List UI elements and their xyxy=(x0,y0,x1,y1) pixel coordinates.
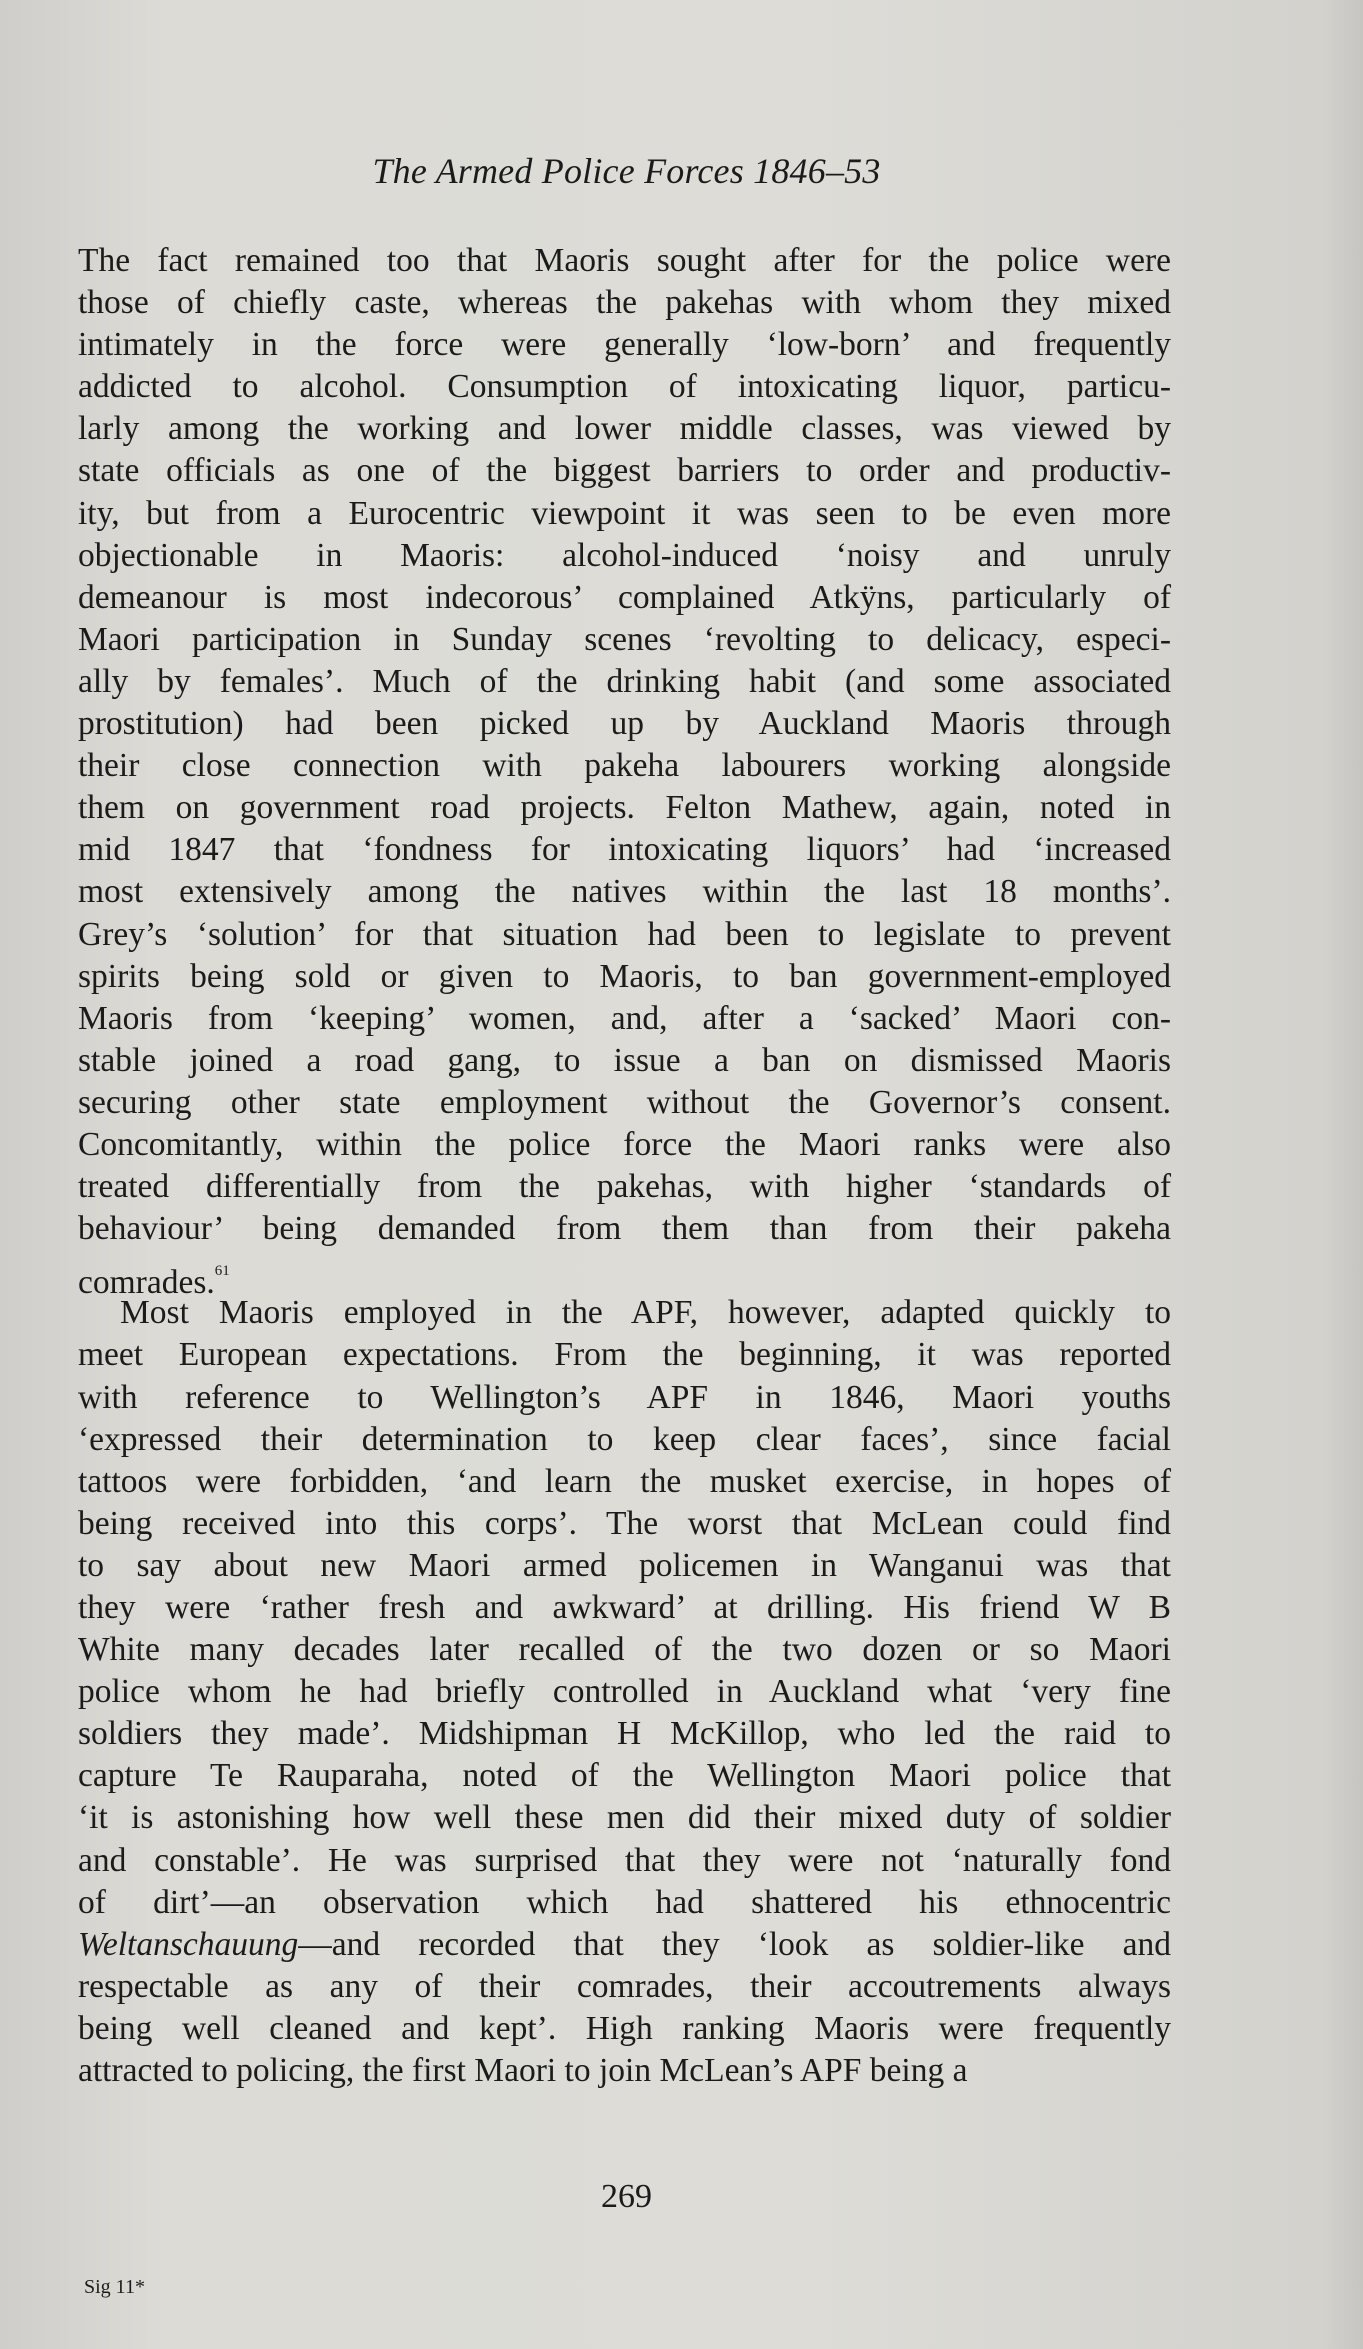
text-line: Most Maoris employed in the APF, however, adapted quickly to xyxy=(120,1294,1171,1332)
text-line: behaviour’ being demanded from them than from their pakeha xyxy=(78,1210,1171,1248)
text-line: soldiers they made’. Midshipman H McKillop, who led the raid to xyxy=(78,1715,1171,1753)
text-line: ‘it is astonishing how well these men did their mixed duty of soldier xyxy=(78,1799,1171,1837)
footnote-reference[interactable]: 61 xyxy=(214,1263,230,1280)
text-line: spirits being sold or given to Maoris, to ban government-employed xyxy=(78,957,1171,995)
text-line: stable joined a road gang, to issue a ban on dismissed Maoris xyxy=(78,1041,1171,1079)
text-line: capture Te Rauparaha, noted of the Wellington Maori police that xyxy=(78,1757,1171,1795)
text-line: those of chiefly caste, whereas the pakehas with whom they mixed xyxy=(78,284,1171,322)
text-line: Maori participation in Sunday scenes ‘revolting to delicacy, especi- xyxy=(78,620,1171,658)
text-line: comrades.$^{61}$ xyxy=(78,1263,230,1302)
text-line: addicted to alcohol. Consumption of intoxicating liquor, particu- xyxy=(78,368,1171,406)
text-line: objectionable in Maoris: alcohol-induced ‘noisy and unruly xyxy=(78,536,1171,574)
text-line: ity, but from a Eurocentric viewpoint it was seen to be even more xyxy=(78,494,1171,532)
paragraph xyxy=(78,1292,1171,2092)
text-line: with reference to Wellington’s APF in 1846, Maori youths xyxy=(78,1378,1171,1416)
text-line: and constable’. He was surprised that they were not ‘naturally fond xyxy=(78,1841,1171,1879)
text-line: being well cleaned and kept’. High ranking Maoris were frequently xyxy=(78,2009,1171,2047)
text-line: treated differentially from the pakehas, with higher ‘standards of xyxy=(78,1168,1171,1206)
text-line: demeanour is most indecorous’ complained Atkÿns, particularly of xyxy=(78,578,1171,616)
text-line: they were ‘rather fresh and awkward’ at drilling. His friend W B xyxy=(78,1589,1171,1626)
text-line: tattoos were forbidden, ‘and learn the musket exercise, in hopes of xyxy=(78,1462,1171,1500)
text-line: larly among the working and lower middle classes, was viewed by xyxy=(78,410,1171,448)
text-line: to say about new Maori armed policemen in Wanganui was that xyxy=(78,1546,1171,1584)
running-head: The Armed Police Forces 1846–53 xyxy=(372,151,881,191)
text-line: ally by females’. Much of the drinking habit (and some associated xyxy=(78,662,1171,700)
page-number: 269 xyxy=(601,2178,652,2215)
text-line: Maoris from ‘keeping’ women, and, after a ‘sacked’ Maori con- xyxy=(78,999,1171,1037)
text-line: Grey’s ‘solution’ for that situation had been to legislate to prevent xyxy=(78,915,1171,953)
text-line: mid 1847 that ‘fondness for intoxicating liquors’ had ‘increased xyxy=(78,831,1171,869)
text-line: police whom he had briefly controlled in Auckland what ‘very fine xyxy=(78,1673,1171,1711)
text-line: being received into this corps’. The worst that McLean could find xyxy=(78,1504,1171,1542)
text-line: Concomitantly, within the police force the Maori ranks were also xyxy=(78,1125,1171,1163)
text-line: The fact remained too that Maoris sought after for the police were xyxy=(78,242,1171,279)
signature-mark: Sig 11* xyxy=(84,2276,145,2298)
body-text xyxy=(78,240,1171,2092)
text-line: securing other state employment without the Governor’s consent. xyxy=(78,1083,1171,1121)
page-edge-shadow xyxy=(1323,0,1363,2349)
text-line: state officials as one of the biggest barriers to order and productiv- xyxy=(78,452,1171,490)
text-line: White many decades later recalled of the two dozen or so Maori xyxy=(78,1631,1171,1669)
text-line: prostitution) had been picked up by Auckland Maoris through xyxy=(78,705,1171,743)
text-line: attracted to policing, the first Maori to join McLean’s APF being a xyxy=(78,2052,968,2090)
text-line: of dirt’—an observation which had shattered his ethnocentric xyxy=(78,1883,1171,1921)
text-line: intimately in the force were generally ‘low-born’ and frequently xyxy=(78,326,1171,364)
text-line: respectable as any of their comrades, their accoutrements always xyxy=(78,1967,1171,2005)
text-line: Weltanschauung—and recorded that they ‘look as soldier-like and xyxy=(78,1925,1171,1963)
text-line: meet European expectations. From the beginning, it was reported xyxy=(78,1336,1171,1374)
text-line: them on government road projects. Felton Mathew, again, noted in xyxy=(78,789,1171,827)
italic-term: Weltanschauung xyxy=(78,1925,299,1963)
text-line: ‘expressed their determination to keep clear faces’, since facial xyxy=(78,1420,1171,1458)
text-line: their close connection with pakeha labourers working alongside xyxy=(78,747,1171,785)
text-line: most extensively among the natives within the last 18 months’. xyxy=(78,873,1171,911)
paragraph xyxy=(78,240,1171,1302)
